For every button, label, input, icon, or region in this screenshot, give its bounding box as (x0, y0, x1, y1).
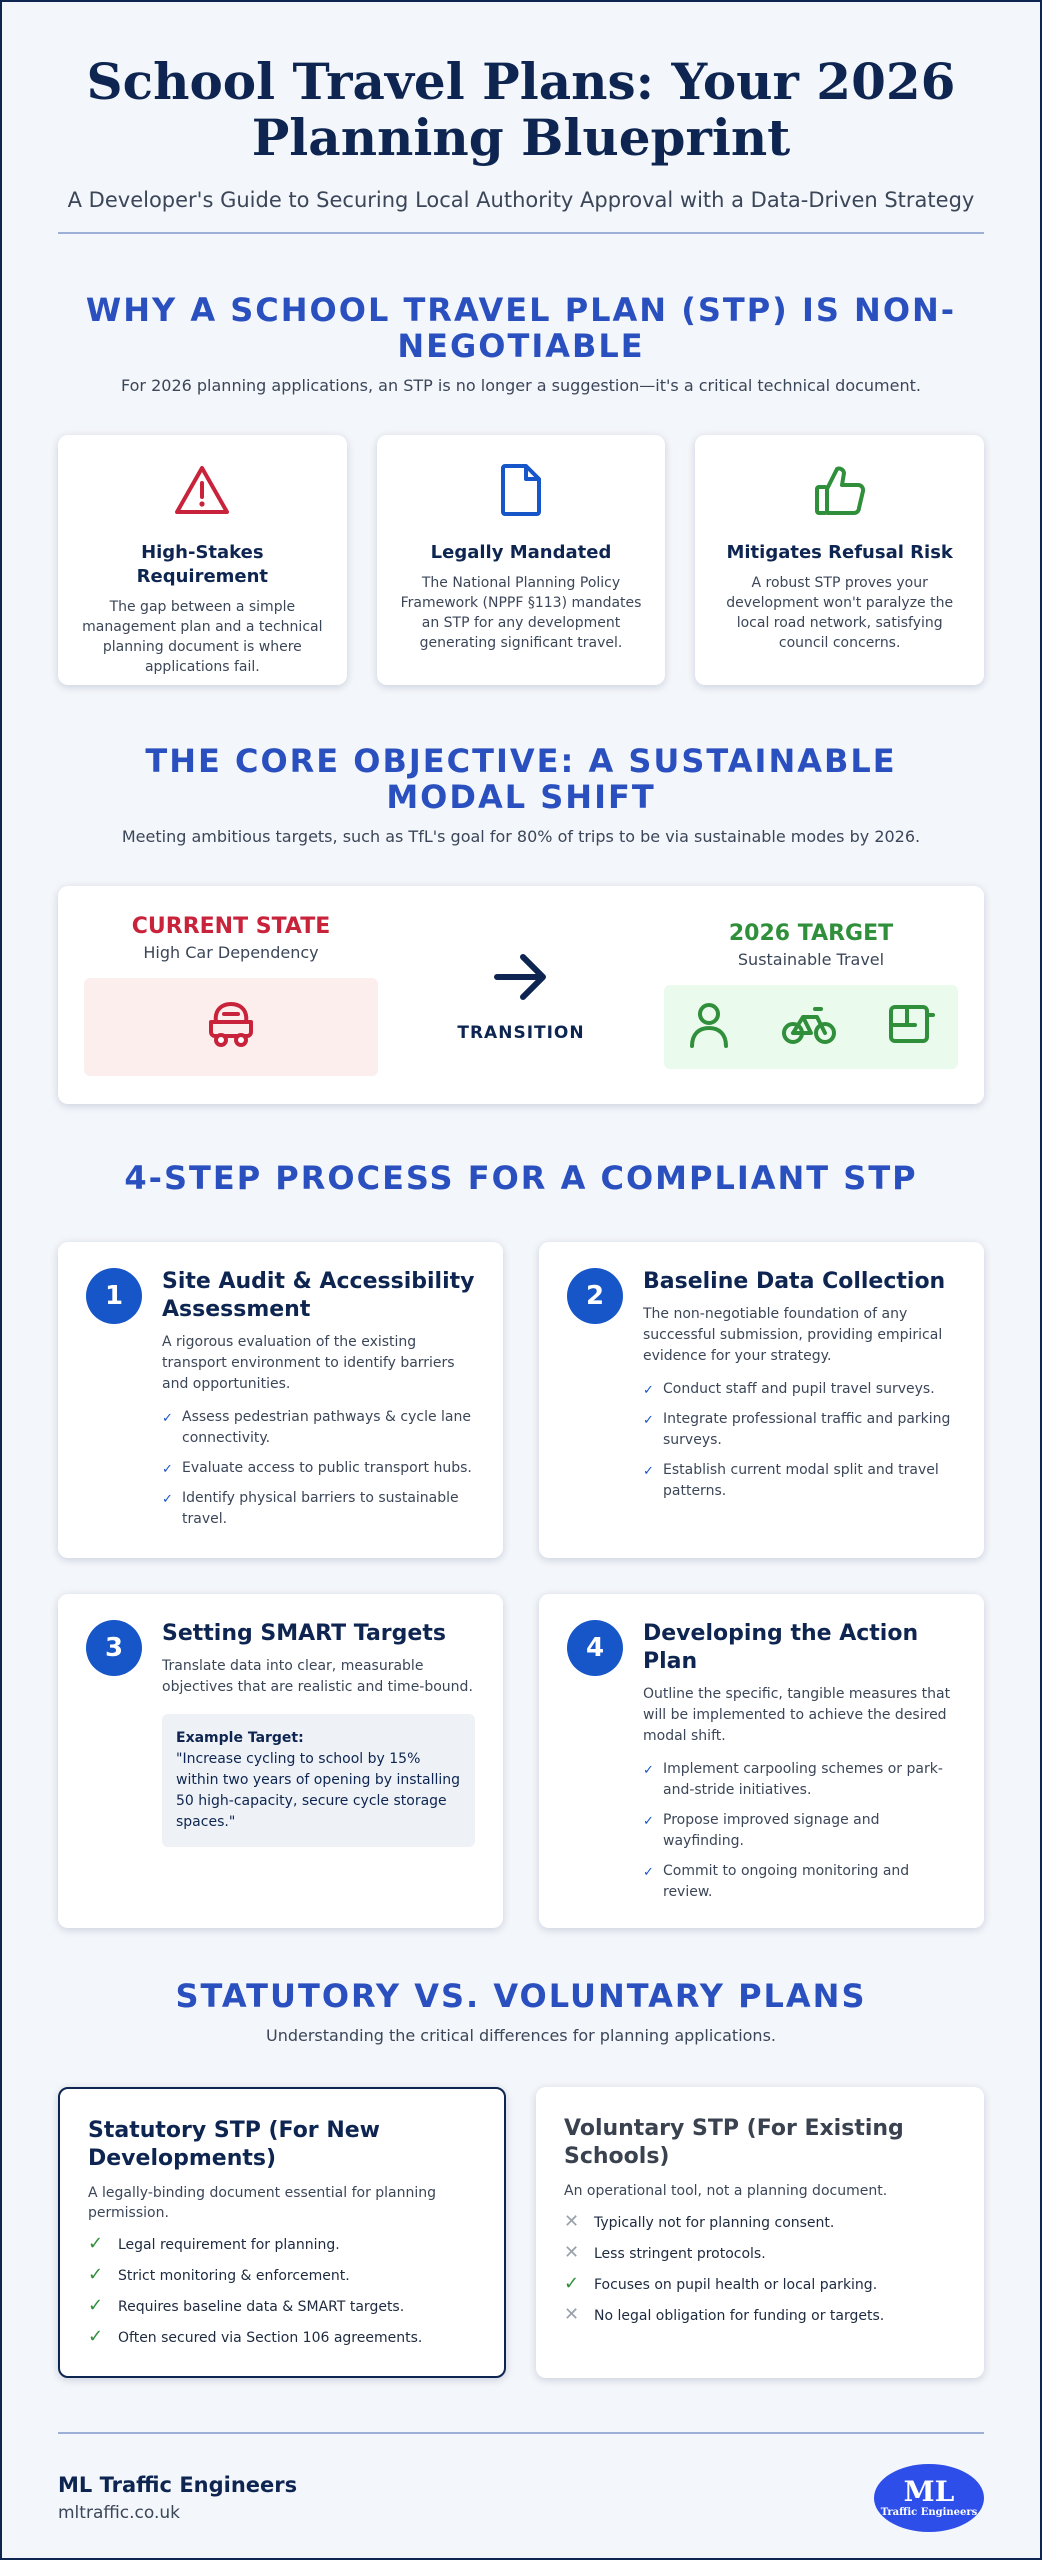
logo-sub: Traffic Engineers (880, 2507, 978, 2518)
list-item (643, 1409, 956, 1451)
plan-title: Statutory STP (For New Developments) (88, 2118, 380, 2171)
step-title: Site Audit & Accessibility Assessment (162, 1269, 475, 1322)
why-title: WHY A SCHOOL TRAVEL PLAN (STP) IS NON-NEGOTIABLE (85, 291, 957, 365)
list-item (162, 1458, 475, 1479)
check-icon: ✓ (162, 1411, 173, 1426)
step-number: 2 (567, 1268, 623, 1324)
example-target-box (162, 1714, 475, 1847)
cross-icon: ✕ (564, 2304, 580, 2325)
plans-subtitle: Understanding the critical differences for planning applications. (265, 2026, 776, 2045)
core-section (58, 743, 984, 1104)
step-title: Baseline Data Collection (643, 1269, 946, 1294)
list-item (88, 2297, 476, 2317)
list-item-text: Assess pedestrian pathways & cycle lane connectivity. (182, 1409, 471, 1446)
arrow-right-icon (491, 992, 551, 1011)
why-card-text: The National Planning Policy Framework (NPPF §113) mandates an STP for any development generating significant travel. (400, 575, 642, 651)
list-item-text: Often secured via Section 106 agreements. (118, 2330, 423, 2346)
step-card-4 (539, 1594, 984, 1928)
check-icon: ✓ (643, 1383, 654, 1398)
company-url[interactable]: mltraffic.co.uk (58, 2503, 181, 2523)
step-checklist (162, 1407, 475, 1530)
why-subtitle: For 2026 planning applications, an STP is no longer a suggestion—it's a critical technical document. (121, 376, 921, 395)
cross-icon: ✕ (564, 2242, 580, 2263)
current-state-box (84, 978, 378, 1076)
step-title: Setting SMART Targets (162, 1621, 446, 1646)
list-item (643, 1759, 956, 1801)
why-card-text: The gap between a simple management plan and a technical planning document is where applications fail. (82, 599, 323, 675)
list-item (643, 1379, 956, 1400)
step-number: 4 (567, 1620, 623, 1676)
step-card-3 (58, 1594, 503, 1928)
why-card-title: High-Stakes Requirement (136, 542, 269, 587)
plan-list (564, 2213, 956, 2326)
voluntary-plan-card (536, 2087, 984, 2378)
step-text: The non-negotiable foundation of any successful submission, providing empirical evidence for your strategy. (643, 1306, 943, 1364)
target-state-box (664, 985, 958, 1069)
current-state-label: CURRENT STATE (131, 914, 331, 939)
list-item-text: Evaluate access to public transport hubs. (182, 1460, 472, 1476)
process-title: 4-STEP PROCESS FOR A COMPLIANT STP (124, 1159, 918, 1197)
why-card-text: A robust STP proves your development won't paralyze the local road network, satisfying council concerns. (726, 575, 954, 651)
check-icon: ✓ (88, 2264, 104, 2285)
list-item-text: Conduct staff and pupil travel surveys. (663, 1381, 935, 1397)
company-name: ML Traffic Engineers (58, 2473, 298, 2497)
list-item (564, 2213, 956, 2233)
check-icon: ✓ (162, 1462, 173, 1477)
plans-section (58, 1978, 984, 2378)
step-number: 1 (86, 1268, 142, 1324)
list-item-text: Strict monitoring & enforcement. (118, 2268, 350, 2284)
why-section (58, 292, 984, 685)
page-title: School Travel Plans: Your 2026 Planning Blueprint (86, 52, 956, 167)
walking-person-icon (687, 1000, 731, 1054)
list-item-text: Propose improved signage and wayfinding. (663, 1812, 880, 1849)
why-card-title: Mitigates Refusal Risk (726, 542, 953, 563)
list-item (643, 1810, 956, 1852)
check-icon: ✓ (643, 1464, 654, 1479)
list-item (643, 1460, 956, 1502)
logo-main: ML (903, 2475, 955, 2508)
list-item (88, 2328, 476, 2348)
step-title: Developing the Action Plan (643, 1621, 919, 1674)
statutory-plan-card (58, 2087, 506, 2378)
check-icon: ✓ (88, 2326, 104, 2347)
list-item (564, 2306, 956, 2326)
bicycle-icon (781, 1003, 837, 1051)
list-item-text: Commit to ongoing monitoring and review. (663, 1863, 910, 1900)
list-item-text: No legal obligation for funding or targets. (594, 2308, 885, 2324)
why-card-high-stakes (58, 435, 347, 685)
car-icon (204, 998, 258, 1056)
check-icon: ✓ (162, 1492, 173, 1507)
document-icon (399, 459, 644, 521)
transition-label: TRANSITION (457, 1023, 585, 1043)
bus-icon (887, 1003, 935, 1051)
target-state-label: 2026 TARGET (728, 921, 894, 946)
step-number: 3 (86, 1620, 142, 1676)
transition (451, 947, 591, 1043)
list-item-text: Requires baseline data & SMART targets. (118, 2299, 405, 2315)
process-section (58, 1160, 984, 1928)
current-state (84, 914, 378, 1076)
why-card-mitigates-risk (695, 435, 984, 685)
list-item (162, 1488, 475, 1530)
footer (58, 2464, 984, 2532)
check-icon: ✓ (643, 1865, 654, 1880)
why-card-legally-mandated (377, 435, 666, 685)
company-logo (874, 2464, 984, 2532)
target-state (664, 921, 958, 1069)
list-item-text: Identify physical barriers to sustainable travel. (182, 1490, 459, 1527)
list-item (564, 2244, 956, 2264)
core-title: THE CORE OBJECTIVE: A SUSTAINABLE MODAL SHIFT (145, 742, 897, 816)
modal-shift-panel (58, 886, 984, 1104)
list-item (564, 2275, 956, 2295)
list-item-text: Implement carpooling schemes or park-and-stride initiatives. (663, 1761, 943, 1798)
current-state-sub: High Car Dependency (143, 943, 319, 962)
list-item (162, 1407, 475, 1449)
list-item (88, 2235, 476, 2255)
why-card-title: Legally Mandated (430, 542, 612, 563)
list-item-text: Typically not for planning consent. (594, 2215, 835, 2231)
step-text: Translate data into clear, measurable objectives that are realistic and time-bound. (162, 1658, 473, 1695)
plan-list (88, 2235, 476, 2348)
check-icon: ✓ (564, 2273, 580, 2294)
core-subtitle: Meeting ambitious targets, such as TfL's goal for 80% of trips to be via sustainable modes by 2026. (121, 827, 921, 846)
list-item (643, 1861, 956, 1903)
warning-icon (80, 459, 325, 521)
footer-divider (58, 2432, 984, 2434)
cross-icon: ✕ (564, 2211, 580, 2232)
list-item-text: Focuses on pupil health or local parking. (594, 2277, 878, 2293)
list-item-text: Legal requirement for planning. (118, 2237, 340, 2253)
example-label: Example Target: (176, 1730, 304, 1746)
step-card-1 (58, 1242, 503, 1558)
step-checklist (643, 1379, 956, 1502)
step-card-2 (539, 1242, 984, 1558)
check-icon: ✓ (88, 2295, 104, 2316)
plan-title: Voluntary STP (For Existing Schools) (564, 2116, 904, 2169)
list-item (88, 2266, 476, 2286)
plans-title: STATUTORY VS. VOLUNTARY PLANS (175, 1977, 867, 2015)
check-icon: ✓ (643, 1763, 654, 1778)
step-text: Outline the specific, tangible measures that will be implemented to achieve the desired modal shift. (643, 1686, 951, 1744)
list-item-text: Establish current modal split and travel patterns. (663, 1462, 939, 1499)
step-checklist (643, 1759, 956, 1903)
check-icon: ✓ (643, 1814, 654, 1829)
page-subtitle: A Developer's Guide to Securing Local Authority Approval with a Data-Driven Strategy (67, 188, 975, 212)
list-item-text: Integrate professional traffic and parking surveys. (663, 1411, 951, 1448)
plan-text: An operational tool, not a planning document. (564, 2183, 888, 2199)
target-state-sub: Sustainable Travel (737, 950, 885, 969)
divider (58, 232, 984, 234)
check-icon: ✓ (643, 1413, 654, 1428)
thumbs-up-icon (717, 459, 962, 521)
list-item-text: Less stringent protocols. (594, 2246, 766, 2262)
check-icon: ✓ (88, 2233, 104, 2254)
example-text: "Increase cycling to school by 15% within two years of opening by installing 50 high-capacity, secure cycle storage spaces." (176, 1751, 461, 1830)
plan-text: A legally-binding document essential for planning permission. (88, 2185, 437, 2221)
step-text: A rigorous evaluation of the existing transport environment to identify barriers and opportunities. (162, 1334, 455, 1392)
